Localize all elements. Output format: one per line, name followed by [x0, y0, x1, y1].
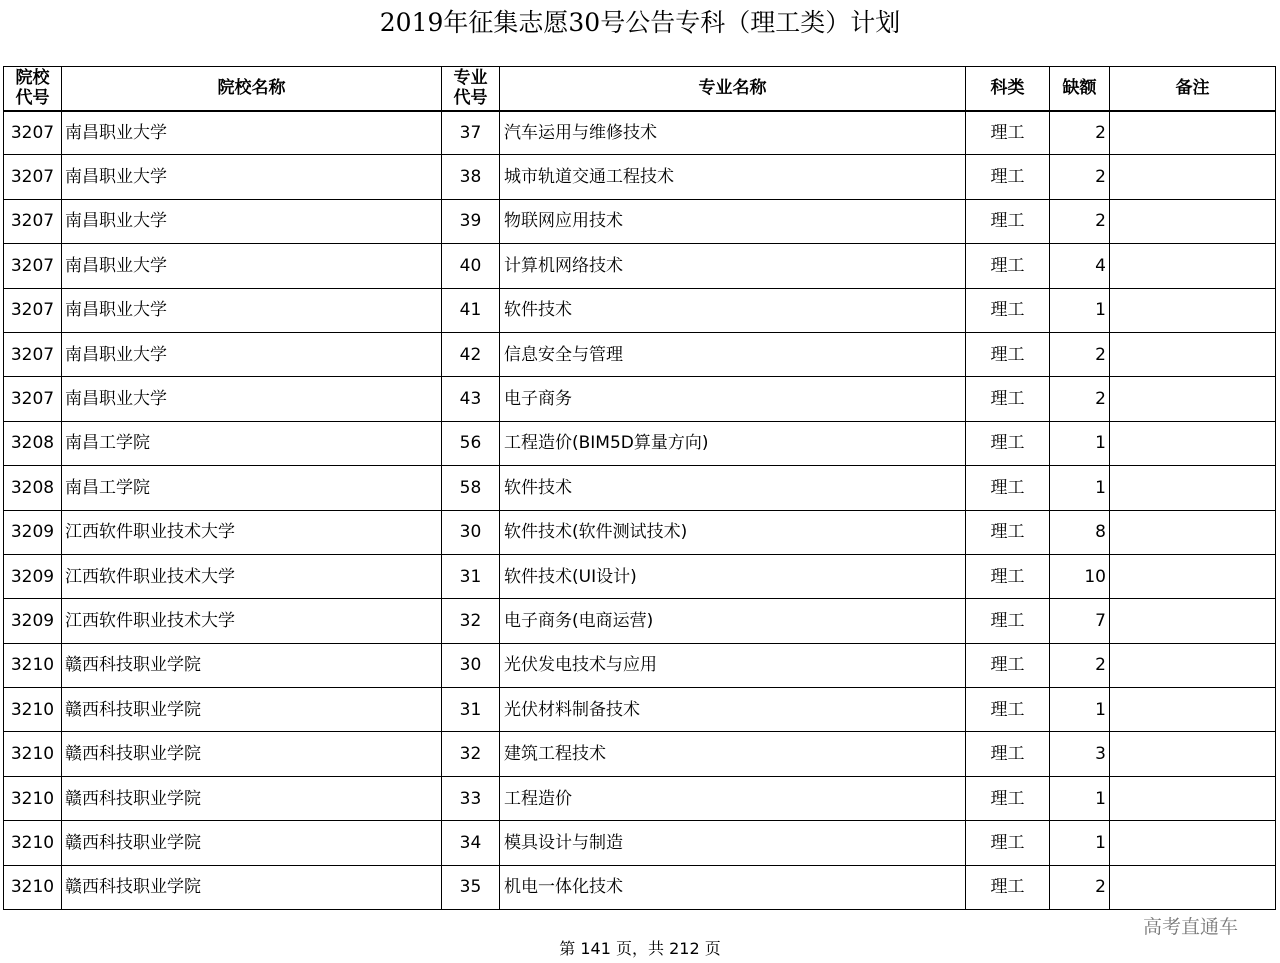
cell-note — [1110, 421, 1276, 465]
header-note: 备注 — [1110, 67, 1276, 111]
cell-vacancy: 2 — [1050, 199, 1110, 243]
cell-major-code: 39 — [442, 199, 500, 243]
cell-note — [1110, 554, 1276, 598]
plan-table — [3, 66, 1276, 910]
cell-school-code: 3210 — [4, 865, 62, 909]
cell-category: 理工 — [966, 865, 1050, 909]
table-row — [4, 821, 1276, 865]
cell-school-code: 3208 — [4, 421, 62, 465]
table-row — [4, 776, 1276, 820]
cell-major-name: 电子商务 — [500, 377, 966, 421]
cell-school-code: 3209 — [4, 554, 62, 598]
cell-vacancy: 1 — [1050, 288, 1110, 332]
cell-category: 理工 — [966, 554, 1050, 598]
cell-note — [1110, 466, 1276, 510]
cell-school-code: 3207 — [4, 244, 62, 288]
table-row — [4, 466, 1276, 510]
table-row — [4, 688, 1276, 732]
cell-note — [1110, 688, 1276, 732]
table-row — [4, 643, 1276, 687]
cell-category: 理工 — [966, 288, 1050, 332]
cell-major-name: 汽车运用与维修技术 — [500, 111, 966, 155]
table-row — [4, 288, 1276, 332]
cell-category: 理工 — [966, 510, 1050, 554]
cell-major-name: 光伏材料制备技术 — [500, 688, 966, 732]
cell-school-name: 南昌职业大学 — [62, 155, 442, 199]
cell-school-name: 赣西科技职业学院 — [62, 643, 442, 687]
cell-school-name: 南昌工学院 — [62, 466, 442, 510]
cell-note — [1110, 377, 1276, 421]
cell-major-code: 30 — [442, 510, 500, 554]
cell-school-code: 3210 — [4, 776, 62, 820]
cell-note — [1110, 332, 1276, 376]
cell-major-code: 41 — [442, 288, 500, 332]
cell-vacancy: 1 — [1050, 466, 1110, 510]
cell-major-code: 34 — [442, 821, 500, 865]
cell-category: 理工 — [966, 643, 1050, 687]
cell-school-name: 赣西科技职业学院 — [62, 821, 442, 865]
cell-school-code: 3208 — [4, 466, 62, 510]
cell-school-name: 南昌工学院 — [62, 421, 442, 465]
cell-vacancy: 2 — [1050, 377, 1110, 421]
table-row — [4, 332, 1276, 376]
cell-school-name: 南昌职业大学 — [62, 332, 442, 376]
cell-major-code: 31 — [442, 554, 500, 598]
cell-major-code: 56 — [442, 421, 500, 465]
cell-major-code: 32 — [442, 599, 500, 643]
cell-school-name: 南昌职业大学 — [62, 288, 442, 332]
cell-school-name: 赣西科技职业学院 — [62, 776, 442, 820]
cell-vacancy: 4 — [1050, 244, 1110, 288]
table-row — [4, 865, 1276, 909]
cell-school-code: 3210 — [4, 821, 62, 865]
cell-category: 理工 — [966, 199, 1050, 243]
watermark: 高考直通车 — [1143, 916, 1239, 938]
cell-school-code: 3207 — [4, 111, 62, 155]
cell-note — [1110, 821, 1276, 865]
cell-vacancy: 7 — [1050, 599, 1110, 643]
cell-note — [1110, 643, 1276, 687]
cell-school-name: 南昌职业大学 — [62, 244, 442, 288]
cell-school-code: 3207 — [4, 288, 62, 332]
cell-category: 理工 — [966, 155, 1050, 199]
cell-major-code: 30 — [442, 643, 500, 687]
header-row — [4, 67, 1276, 111]
cell-note — [1110, 244, 1276, 288]
header-major-code: 专业 代号 — [442, 67, 500, 111]
table-row — [4, 377, 1276, 421]
cell-school-name: 南昌职业大学 — [62, 199, 442, 243]
cell-vacancy: 2 — [1050, 155, 1110, 199]
header-school-name: 院校名称 — [62, 67, 442, 111]
cell-school-code: 3210 — [4, 643, 62, 687]
cell-category: 理工 — [966, 332, 1050, 376]
cell-school-code: 3209 — [4, 599, 62, 643]
cell-vacancy: 1 — [1050, 688, 1110, 732]
cell-school-code: 3207 — [4, 377, 62, 421]
cell-major-name: 电子商务(电商运营) — [500, 599, 966, 643]
cell-school-name: 江西软件职业技术大学 — [62, 599, 442, 643]
cell-note — [1110, 865, 1276, 909]
cell-major-name: 工程造价 — [500, 776, 966, 820]
cell-major-name: 光伏发电技术与应用 — [500, 643, 966, 687]
cell-note — [1110, 776, 1276, 820]
cell-major-code: 31 — [442, 688, 500, 732]
cell-category: 理工 — [966, 599, 1050, 643]
cell-school-code: 3207 — [4, 199, 62, 243]
header-vacancy: 缺额 — [1050, 67, 1110, 111]
cell-category: 理工 — [966, 421, 1050, 465]
table-row — [4, 111, 1276, 155]
cell-major-name: 计算机网络技术 — [500, 244, 966, 288]
cell-major-name: 软件技术(UI设计) — [500, 554, 966, 598]
cell-major-name: 物联网应用技术 — [500, 199, 966, 243]
cell-school-name: 赣西科技职业学院 — [62, 865, 442, 909]
cell-school-name: 赣西科技职业学院 — [62, 732, 442, 776]
cell-category: 理工 — [966, 732, 1050, 776]
cell-school-name: 南昌职业大学 — [62, 111, 442, 155]
table-row — [4, 554, 1276, 598]
cell-category: 理工 — [966, 821, 1050, 865]
header-school-code: 院校 代号 — [4, 67, 62, 111]
table-row — [4, 510, 1276, 554]
table-row — [4, 244, 1276, 288]
table-row — [4, 599, 1276, 643]
cell-note — [1110, 732, 1276, 776]
cell-major-name: 软件技术(软件测试技术) — [500, 510, 966, 554]
cell-major-code: 58 — [442, 466, 500, 510]
cell-vacancy: 1 — [1050, 776, 1110, 820]
cell-category: 理工 — [966, 466, 1050, 510]
cell-school-name: 江西软件职业技术大学 — [62, 510, 442, 554]
cell-note — [1110, 199, 1276, 243]
cell-major-name: 工程造价(BIM5D算量方向) — [500, 421, 966, 465]
cell-school-name: 南昌职业大学 — [62, 377, 442, 421]
cell-vacancy: 1 — [1050, 421, 1110, 465]
cell-vacancy: 8 — [1050, 510, 1110, 554]
table-row — [4, 199, 1276, 243]
cell-major-code: 38 — [442, 155, 500, 199]
cell-major-code: 37 — [442, 111, 500, 155]
cell-major-code: 33 — [442, 776, 500, 820]
cell-vacancy: 3 — [1050, 732, 1110, 776]
cell-vacancy: 2 — [1050, 332, 1110, 376]
cell-note — [1110, 599, 1276, 643]
cell-major-code: 35 — [442, 865, 500, 909]
cell-major-name: 建筑工程技术 — [500, 732, 966, 776]
page-title: 2019年征集志愿30号公告专科（理工类）计划 — [379, 8, 901, 37]
cell-school-name: 赣西科技职业学院 — [62, 688, 442, 732]
cell-major-code: 32 — [442, 732, 500, 776]
cell-major-name: 模具设计与制造 — [500, 821, 966, 865]
cell-category: 理工 — [966, 111, 1050, 155]
page-footer: 第 141 页，共 212 页 — [559, 939, 721, 958]
cell-note — [1110, 288, 1276, 332]
cell-school-code: 3210 — [4, 688, 62, 732]
cell-major-name: 信息安全与管理 — [500, 332, 966, 376]
cell-note — [1110, 111, 1276, 155]
cell-school-code: 3210 — [4, 732, 62, 776]
cell-major-name: 软件技术 — [500, 466, 966, 510]
table-row — [4, 421, 1276, 465]
cell-major-code: 42 — [442, 332, 500, 376]
table-row — [4, 732, 1276, 776]
table-row — [4, 155, 1276, 199]
cell-school-name: 江西软件职业技术大学 — [62, 554, 442, 598]
cell-category: 理工 — [966, 244, 1050, 288]
cell-major-code: 40 — [442, 244, 500, 288]
cell-note — [1110, 155, 1276, 199]
cell-category: 理工 — [966, 377, 1050, 421]
cell-category: 理工 — [966, 688, 1050, 732]
cell-category: 理工 — [966, 776, 1050, 820]
cell-vacancy: 1 — [1050, 821, 1110, 865]
cell-vacancy: 2 — [1050, 111, 1110, 155]
cell-school-code: 3207 — [4, 332, 62, 376]
cell-vacancy: 2 — [1050, 643, 1110, 687]
cell-major-name: 机电一体化技术 — [500, 865, 966, 909]
cell-major-name: 城市轨道交通工程技术 — [500, 155, 966, 199]
table-body — [4, 111, 1276, 910]
header-category: 科类 — [966, 67, 1050, 111]
cell-note — [1110, 510, 1276, 554]
cell-vacancy: 10 — [1050, 554, 1110, 598]
header-major-name: 专业名称 — [500, 67, 966, 111]
cell-major-code: 43 — [442, 377, 500, 421]
cell-major-name: 软件技术 — [500, 288, 966, 332]
cell-school-code: 3207 — [4, 155, 62, 199]
cell-vacancy: 2 — [1050, 865, 1110, 909]
cell-school-code: 3209 — [4, 510, 62, 554]
